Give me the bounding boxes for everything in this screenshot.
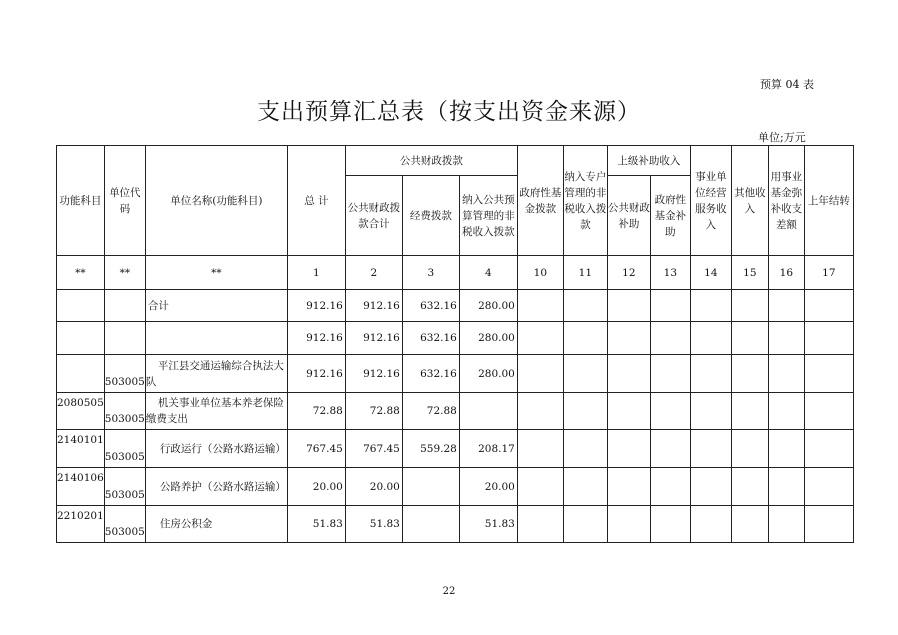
index-cell: 17 <box>804 256 853 290</box>
fee-cell <box>402 468 459 506</box>
func-code-cell: 2080505 <box>57 393 105 430</box>
public-sum-cell: 51.83 <box>345 506 402 543</box>
index-row <box>57 256 854 290</box>
unit-name-cell: 公路养护（公路水路运输） <box>145 468 287 506</box>
header-enterprise: 事业单位经营服务收入 <box>690 146 731 256</box>
nontax-cell: 280.00 <box>459 322 517 355</box>
header-nontax: 纳入公共预算管理的非税收入拨款 <box>459 176 517 256</box>
index-cell: 12 <box>607 256 650 290</box>
unit-code-cell: 503005 <box>104 430 145 468</box>
fee-cell: 559.28 <box>402 430 459 468</box>
total-cell: 912.16 <box>287 355 345 393</box>
form-number: 预算 04 表 <box>760 78 814 91</box>
func-code-cell: 2140106 <box>57 468 105 506</box>
unit-name-cell: 合计 <box>145 290 287 322</box>
unit-code-cell: 503005 <box>104 355 145 393</box>
header-upper-fund: 政府性基金补助 <box>650 176 690 256</box>
unit-code-cell <box>104 290 145 322</box>
index-cell: 1 <box>287 256 345 290</box>
fee-cell: 72.88 <box>402 393 459 430</box>
page-title: 支出预算汇总表（按支出资金来源） <box>257 99 641 125</box>
unit-name-cell: 行政运行（公路水路运输） <box>145 430 287 468</box>
fee-cell <box>402 506 459 543</box>
func-code-cell: 2140101 <box>57 430 105 468</box>
header-upper-public: 公共财政补助 <box>607 176 650 256</box>
nontax-cell: 280.00 <box>459 290 517 322</box>
table-row <box>57 322 854 355</box>
nontax-cell: 51.83 <box>459 506 517 543</box>
table-row <box>57 430 854 468</box>
table-row <box>57 355 854 393</box>
header-total: 总 计 <box>287 146 345 256</box>
func-code-cell: 2210201 <box>57 506 105 543</box>
total-cell: 51.83 <box>287 506 345 543</box>
nontax-cell: 208.17 <box>459 430 517 468</box>
index-cell: 2 <box>345 256 402 290</box>
public-sum-cell: 912.16 <box>345 355 402 393</box>
unit-name-cell: 住房公积金 <box>145 506 287 543</box>
header-func-code: 功能科目 <box>57 146 105 256</box>
fee-cell: 632.16 <box>402 355 459 393</box>
public-sum-cell: 767.45 <box>345 430 402 468</box>
unit-name-cell: 平江县交通运输综合执法大队 <box>145 355 287 393</box>
public-sum-cell: 72.88 <box>345 393 402 430</box>
index-cell: 13 <box>650 256 690 290</box>
index-cell: ** <box>104 256 145 290</box>
index-cell: 14 <box>690 256 731 290</box>
unit-name-cell: 机关事业单位基本养老保险缴费支出 <box>145 393 287 430</box>
header-unit-code: 单位代码 <box>104 146 145 256</box>
func-code-cell <box>57 355 105 393</box>
unit-code-cell: 503005 <box>104 393 145 430</box>
nontax-cell: 20.00 <box>459 468 517 506</box>
fee-cell: 632.16 <box>402 322 459 355</box>
index-cell: 10 <box>517 256 563 290</box>
total-cell: 72.88 <box>287 393 345 430</box>
unit-code-cell: 503005 <box>104 468 145 506</box>
budget-table <box>56 145 854 543</box>
total-cell: 912.16 <box>287 290 345 322</box>
index-cell: 3 <box>402 256 459 290</box>
public-sum-cell: 20.00 <box>345 468 402 506</box>
nontax-cell: 280.00 <box>459 355 517 393</box>
public-sum-cell: 912.16 <box>345 322 402 355</box>
index-cell: 4 <box>459 256 517 290</box>
total-cell: 20.00 <box>287 468 345 506</box>
header-public-group: 公共财政拨款 <box>345 146 517 176</box>
index-cell: 15 <box>731 256 768 290</box>
unit-code-cell <box>104 322 145 355</box>
header-special-nontax: 纳入专户管理的非税收入拨款 <box>563 146 607 256</box>
header-public-sum: 公共财政拨款合计 <box>345 176 402 256</box>
table-row <box>57 290 854 322</box>
total-cell: 767.45 <box>287 430 345 468</box>
table-row <box>57 393 854 430</box>
nontax-cell <box>459 393 517 430</box>
index-cell: 16 <box>768 256 804 290</box>
index-cell: ** <box>145 256 287 290</box>
unit-label: 单位;万元 <box>758 131 806 144</box>
unit-code-cell: 503005 <box>104 506 145 543</box>
table-row <box>57 468 854 506</box>
unit-name-cell <box>145 322 287 355</box>
header-balance: 用事业基金弥补收支差额 <box>768 146 804 256</box>
index-cell: ** <box>57 256 105 290</box>
header-carry: 上年结转 <box>804 146 853 256</box>
public-sum-cell: 912.16 <box>345 290 402 322</box>
header-fee: 经费拨款 <box>402 176 459 256</box>
page-number: 22 <box>442 586 456 597</box>
header-fund: 政府性基金拨款 <box>517 146 563 256</box>
func-code-cell <box>57 290 105 322</box>
table-row <box>57 506 854 543</box>
total-cell: 912.16 <box>287 322 345 355</box>
header-upper-group: 上级补助收入 <box>607 146 690 176</box>
fee-cell: 632.16 <box>402 290 459 322</box>
func-code-cell <box>57 322 105 355</box>
header-other: 其他收入 <box>731 146 768 256</box>
header-unit-name: 单位名称(功能科目) <box>145 146 287 256</box>
index-cell: 11 <box>563 256 607 290</box>
